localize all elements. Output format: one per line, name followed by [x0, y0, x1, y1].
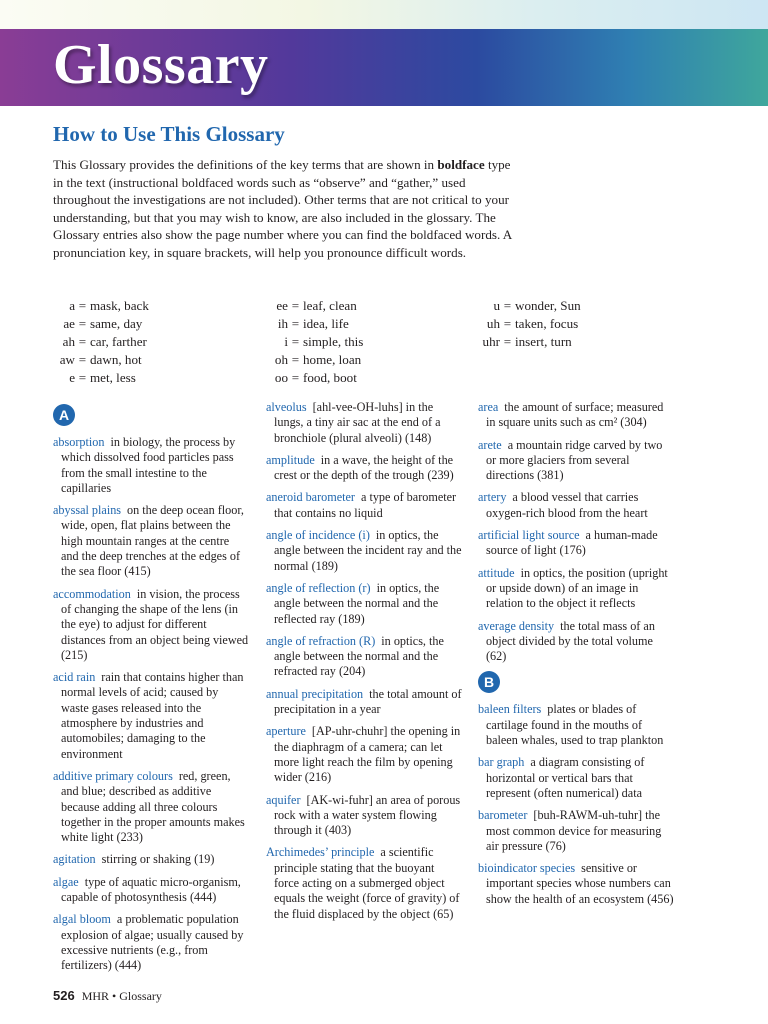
glossary-entry	[266, 400, 462, 446]
glossary-term: artery	[478, 490, 507, 505]
page-title: Glossary	[53, 34, 269, 96]
pronunciation-row	[53, 297, 149, 315]
section-letter-badge: B	[478, 671, 500, 693]
glossary-definition: the amount of surface; measured in square units such as cm² (304)	[486, 400, 664, 430]
glossary-entry	[478, 566, 674, 612]
equals-sign: =	[78, 334, 87, 349]
glossary-definition: the total amount of precipitation in a year	[274, 686, 462, 717]
glossary-definition: sensitive or important species whose numbers can show the health of an ecosystem (456)	[486, 861, 674, 906]
pronunciation-row	[266, 315, 363, 333]
footer-text: MHR • Glossary	[81, 989, 162, 1003]
pronunciation-example: car, farther	[90, 334, 147, 349]
glossary-definition: a type of barometer that contains no liquid	[274, 490, 457, 520]
glossary-term: area	[478, 400, 499, 414]
glossary-entry	[478, 438, 674, 484]
glossary-entry	[478, 528, 674, 559]
equals-sign: =	[78, 298, 87, 313]
glossary-term: algal bloom	[53, 912, 111, 927]
pronunciation-column-1	[53, 297, 149, 387]
glossary-term: arete	[478, 437, 502, 452]
pronunciation-row	[266, 297, 363, 315]
glossary-definition: [AP-uhr-chuhr] the opening in the diaphragm of a camera; can let more light reach the film by opening wider (216)	[274, 724, 461, 785]
glossary-definition: on the deep ocean floor, wide, open, flat plains between the high mountain ranges at the centre and the deep trenches at the edges of the sea floor (415)	[61, 503, 244, 579]
glossary-term: Archimedes’ principle	[266, 845, 375, 860]
glossary-column-1	[53, 400, 249, 981]
glossary-definition: a human-made source of light (176)	[486, 528, 658, 558]
glossary-entry	[266, 453, 462, 484]
glossary-term: angle of incidence (i)	[266, 528, 370, 543]
pronunciation-example: mask, back	[90, 298, 149, 313]
glossary-entry	[478, 400, 674, 431]
glossary-entry	[266, 528, 462, 574]
glossary-term: alveolus	[266, 400, 307, 414]
title-banner	[0, 29, 768, 106]
pronunciation-column-2	[266, 297, 363, 387]
pronunciation-symbol: e	[69, 370, 75, 385]
glossary-term: aneroid barometer	[266, 490, 355, 505]
pronunciation-example: met, less	[90, 370, 136, 385]
glossary-entry	[266, 490, 462, 521]
equals-sign: =	[78, 352, 87, 367]
intro-text-2: type in the text (instructional boldfaced words such as “observe” and “gather,” used throughout the investigations are not included). Other terms that are not critical to your understanding, but that you may wish to know, are also included in the glossary. The Glossary entries also show the page number where you can find the boldfaced words. A pronunciation key, in square brackets, will help you pronounce difficult words.	[53, 157, 512, 260]
pronunciation-example: dawn, hot	[90, 352, 142, 367]
section-letter-badge: A	[53, 404, 75, 426]
pronunciation-example: wonder, Sun	[515, 298, 581, 313]
glossary-term: aquifer	[266, 792, 301, 807]
pronunciation-symbol: a	[69, 298, 75, 313]
glossary-term: angle of reflection (r)	[266, 580, 371, 595]
pronunciation-row	[53, 315, 149, 333]
equals-sign: =	[291, 316, 300, 331]
glossary-entry	[478, 490, 674, 521]
glossary-definition: a mountain ridge carved by two or more glaciers from several directions (381)	[486, 437, 663, 483]
pronunciation-row	[478, 333, 581, 351]
glossary-term: artificial light source	[478, 528, 580, 543]
glossary-definition: in optics, the angle between the normal and the reflected ray (189)	[274, 580, 440, 626]
glossary-entry	[53, 587, 249, 663]
glossary-definition: in biology, the process by which dissolved food particles pass from the small intestine to the capillaries	[61, 435, 236, 495]
glossary-entry	[478, 702, 674, 748]
glossary-column-3	[478, 400, 674, 914]
glossary-term: absorption	[53, 435, 105, 449]
intro-paragraph	[53, 156, 515, 262]
pronunciation-row	[266, 333, 363, 351]
intro-text-1: This Glossary provides the definitions of the key terms that are shown in	[53, 157, 435, 172]
intro-bold-word: boldface	[437, 157, 485, 172]
equals-sign: =	[78, 370, 87, 385]
page-footer	[53, 988, 162, 1004]
pronunciation-row	[53, 369, 149, 387]
glossary-entry	[53, 670, 249, 762]
glossary-term: aperture	[266, 724, 306, 739]
glossary-term: attitude	[478, 565, 515, 580]
equals-sign: =	[291, 334, 300, 349]
glossary-entry	[478, 619, 674, 665]
pronunciation-example: home, loan	[303, 352, 362, 367]
pronunciation-row	[53, 351, 149, 369]
pronunciation-symbol: ih	[277, 316, 288, 331]
glossary-definition: a blood vessel that carries oxygen-rich blood from the heart	[486, 490, 648, 520]
glossary-definition: stirring or shaking (19)	[101, 852, 215, 867]
glossary-definition: in vision, the process of changing the shape of the lens (in the eye) to adjust for different distances from an object being viewed (215)	[61, 586, 249, 662]
pronunciation-symbol: aw	[59, 352, 75, 367]
glossary-definition: in optics, the position (upright or upside down) of an image in relation to the object it reflects	[486, 565, 668, 611]
pronunciation-row	[478, 297, 581, 315]
pronunciation-symbol: oo	[274, 370, 288, 385]
pronunciation-row	[266, 369, 363, 387]
glossary-definition: a problematic population explosion of algae; usually caused by excessive nutrients (e.g., from fertilizers) (444)	[61, 912, 244, 973]
glossary-definition: in optics, the angle between the incident ray and the normal (189)	[274, 528, 462, 573]
glossary-entry	[53, 852, 249, 867]
glossary-term: abyssal plains	[53, 503, 122, 518]
page-number: 526	[53, 988, 75, 1003]
pronunciation-symbol: ah	[62, 334, 75, 349]
glossary-definition: in a wave, the height of the crest or the depth of the trough (239)	[274, 452, 454, 483]
glossary-term: average density	[478, 618, 555, 633]
glossary-entry	[53, 912, 249, 973]
glossary-definition: [ahl-vee-OH-luhs] in the lungs, a tiny air sac at the end of a bronchiole (plural alveoli) (148)	[274, 400, 441, 445]
glossary-definition: [buh-RAWM-uh-tuhr] the most common device for measuring air pressure (76)	[486, 808, 662, 853]
glossary-term: bioindicator species	[478, 861, 576, 876]
glossary-entry	[53, 503, 249, 579]
glossary-entry	[266, 687, 462, 718]
glossary-entry	[266, 724, 462, 785]
glossary-term: agitation	[53, 852, 96, 867]
glossary-definition: a diagram consisting of horizontal or vertical bars that represent (often numerical) data	[486, 755, 645, 800]
glossary-term: bar graph	[478, 755, 525, 770]
glossary-entry	[266, 845, 462, 921]
equals-sign: =	[503, 298, 512, 313]
pronunciation-symbol: oh	[274, 352, 288, 367]
glossary-term: angle of refraction (R)	[266, 633, 376, 648]
glossary-term: annual precipitation	[266, 686, 364, 701]
glossary-entry	[478, 755, 674, 801]
glossary-term: acid rain	[53, 670, 96, 685]
glossary-entry	[53, 769, 249, 845]
pronunciation-row	[478, 315, 581, 333]
glossary-definition: the total mass of an object divided by the total volume (62)	[486, 618, 655, 664]
pronunciation-symbol: uh	[486, 316, 500, 331]
glossary-entry	[266, 793, 462, 839]
pronunciation-example: food, boot	[303, 370, 357, 385]
pronunciation-example: same, day	[90, 316, 143, 331]
pronunciation-example: simple, this	[303, 334, 364, 349]
pronunciation-symbol: ae	[63, 316, 75, 331]
equals-sign: =	[291, 352, 300, 367]
glossary-term: amplitude	[266, 452, 315, 467]
glossary-term: baleen filters	[478, 702, 542, 717]
glossary-definition: red, green, and blue; described as additive because adding all three colours together in the proper amounts makes white light (233)	[61, 768, 245, 845]
pronunciation-row	[53, 333, 149, 351]
pronunciation-example: insert, turn	[515, 334, 572, 349]
pronunciation-symbol: ee	[276, 298, 288, 313]
glossary-definition: type of aquatic micro-organism, capable of photosynthesis (444)	[61, 874, 241, 905]
section-heading: How to Use This Glossary	[53, 122, 285, 146]
glossary-term: barometer	[478, 808, 528, 823]
top-decorative-strip	[0, 0, 768, 29]
glossary-term: accommodation	[53, 586, 131, 601]
glossary-entry	[478, 861, 674, 907]
glossary-entry	[53, 435, 249, 496]
pronunciation-row	[266, 351, 363, 369]
equals-sign: =	[291, 298, 300, 313]
pronunciation-symbol: i	[284, 334, 288, 349]
pronunciation-symbol: uhr	[482, 334, 500, 349]
glossary-entry	[266, 581, 462, 627]
equals-sign: =	[503, 334, 512, 349]
glossary-entry	[266, 634, 462, 680]
pronunciation-column-3	[478, 297, 581, 351]
glossary-definition: in optics, the angle between the normal and the refracted ray (204)	[274, 633, 444, 679]
glossary-entry	[53, 875, 249, 906]
glossary-entry	[478, 808, 674, 854]
glossary-term: additive primary colours	[53, 768, 173, 783]
equals-sign: =	[291, 370, 300, 385]
glossary-definition: plates or blades of cartilage found in the mouths of baleen whales, used to trap plankton	[486, 702, 664, 748]
equals-sign: =	[503, 316, 512, 331]
glossary-column-2	[266, 400, 462, 929]
glossary-definition: rain that contains higher than normal levels of acid; caused by waste gases released into the atmosphere by industries and automobiles; damaging to the environment	[61, 670, 244, 761]
glossary-definition: [AK-wi-fuhr] an area of porous rock with a water system flowing through it (403)	[274, 792, 461, 838]
equals-sign: =	[78, 316, 87, 331]
pronunciation-example: leaf, clean	[303, 298, 357, 313]
glossary-definition: a scientific principle stating that the buoyant force acting on a submerged object equals the weight (force of gravity) of the fluid displaced by the object (65)	[274, 845, 460, 921]
pronunciation-example: idea, life	[303, 316, 349, 331]
glossary-term: algae	[53, 874, 79, 889]
pronunciation-symbol: u	[493, 298, 500, 313]
pronunciation-example: taken, focus	[515, 316, 579, 331]
